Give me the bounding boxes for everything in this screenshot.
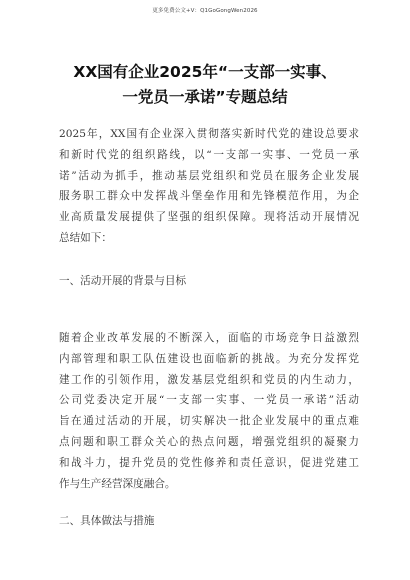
paragraph-line: 服务职工群众中发挥战斗堡垒作用和先锋模范作用，为企: [59, 190, 359, 203]
background-paragraph: [59, 328, 359, 494]
paragraph-line: 业高质量发展提供了坚强的组织保障。现将活动开展情况: [59, 211, 359, 224]
title-line-1: XX国有企业2025年“一支部一实事、: [73, 63, 337, 81]
paragraph-line: 公司党委决定开展“一支部一实事、一党员一承诺”活动: [59, 394, 359, 407]
paragraph-line: 随着企业改革发展的不断深入，面临的市场竞争日益激烈: [59, 332, 359, 344]
intro-paragraph: [59, 124, 359, 249]
paragraph-line: 旨在通过活动的开展，切实解决一批企业发展中的重点难: [59, 415, 359, 428]
paragraph-line: 诺”活动为抓手，推动基层党组织和党员在服务企业发展: [59, 169, 359, 182]
paragraph-line: 和战斗力，提升党员的党性修养和责任意识，促进党建工: [59, 456, 359, 469]
paragraph-line: 2025年，XX国有企业深入贯彻落实新时代党的建设总要求: [59, 128, 359, 140]
header-note: 更多免费公文+V：Q1GoGongWen2026: [152, 8, 258, 14]
section-heading-background: 一、活动开展的背景与目标: [59, 275, 187, 287]
paragraph-line: 点问题和职工群众关心的热点问题，增强党组织的凝聚力: [59, 435, 359, 448]
paragraph-line: 内部管理和职工队伍建设也面临新的挑战。为充分发挥党: [59, 352, 359, 365]
paragraph-line: 作与生产经营深度融合。: [59, 477, 176, 490]
paragraph-line: 建工作的引领作用，激发基层党组织和党员的内生动力，: [59, 373, 359, 386]
document-title: [30, 60, 380, 110]
title-line-2: 一党员一承诺”专题总结: [122, 88, 288, 106]
paragraph-line: 和新时代党的组织路线，以“一支部一实事、一党员一承: [59, 148, 359, 161]
section-heading-measures: 二、具体做法与措施: [59, 515, 155, 527]
paragraph-line: 总结如下：: [59, 231, 112, 244]
